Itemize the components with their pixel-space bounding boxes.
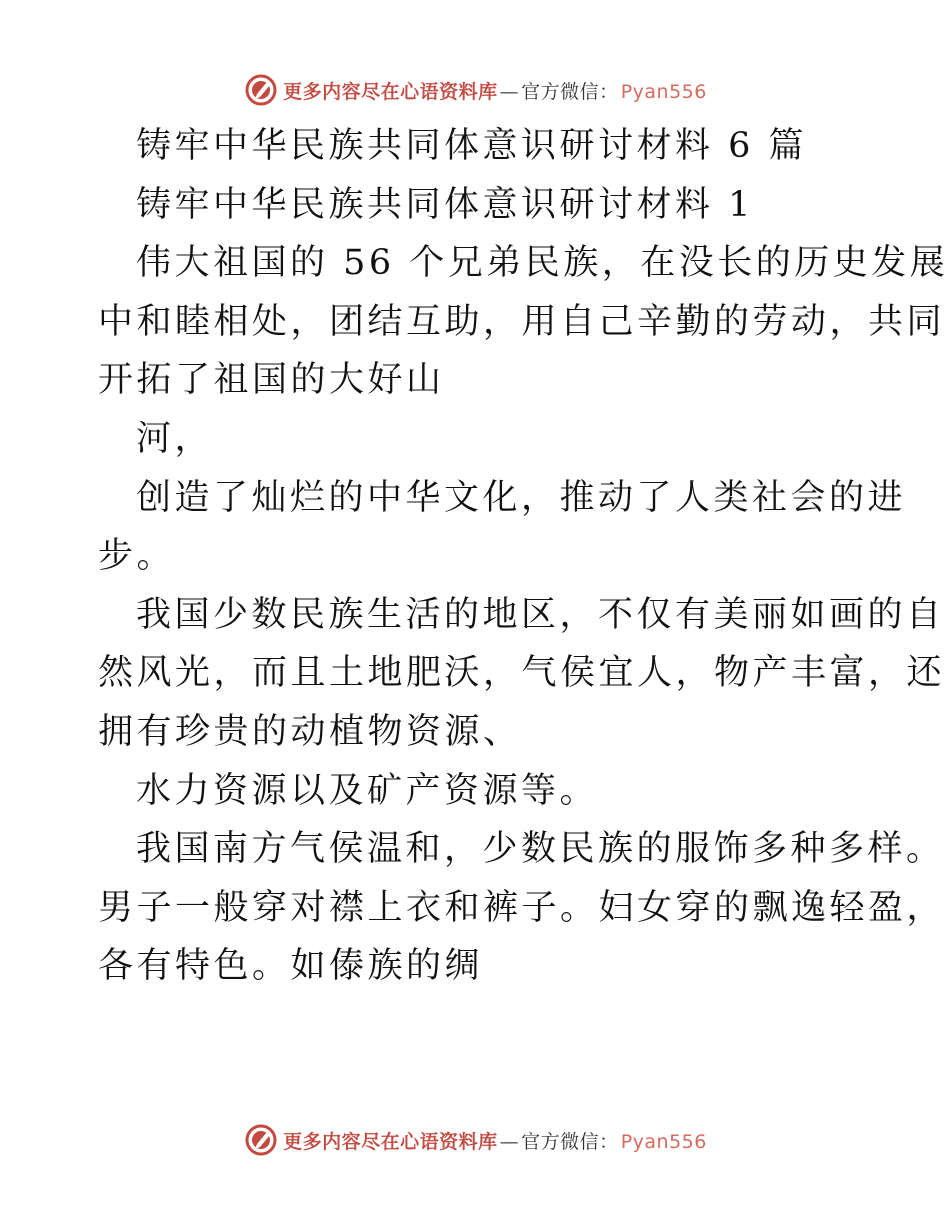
text-line: 各有特色。如傣族的绸 <box>98 946 484 987</box>
banner-text <box>283 1127 707 1154</box>
banner-text <box>283 77 707 104</box>
text-line: 我国少数民族生活的地区，不仅有美丽如画的自 <box>136 594 945 635</box>
banner-site-text: 更多内容尽在心语资料库 <box>283 80 498 103</box>
banner-wechat-id: Pyan556 <box>620 80 707 103</box>
banner-dash: — <box>499 1130 520 1153</box>
document-body <box>98 117 949 996</box>
banner-inner <box>243 1122 707 1158</box>
text-line: 然风光，而且土地肥沃，气侯宜人，物产丰富，还 <box>98 653 946 694</box>
text-line: 开拓了祖国的大好山 <box>98 360 445 401</box>
header-banner <box>0 70 950 110</box>
text-line: 步。 <box>98 536 176 577</box>
banner-inner <box>243 72 707 108</box>
text-line: 我国南方气侯温和，少数民族的服饰多种多样。 <box>136 829 945 870</box>
pen-logo-icon <box>243 72 279 108</box>
text-line: 伟大祖国的 56 个兄弟民族，在没长的历史发展 <box>136 243 949 284</box>
banner-dash: — <box>499 80 520 103</box>
footer-banner <box>0 1120 950 1160</box>
text-line: 拥有珍贵的动植物资源、 <box>98 711 522 752</box>
banner-wechat-label: 官方微信： <box>521 80 619 103</box>
text-line: 铸牢中华民族共同体意识研讨材料 1 <box>136 184 754 225</box>
text-line: 男子一般穿对襟上衣和裤子。妇女穿的飘逸轻盈， <box>98 887 946 928</box>
text-line: 创造了灿烂的中华文化，推动了人类社会的进 <box>136 477 907 518</box>
text-line: 铸牢中华民族共同体意识研讨材料 6 篇 <box>136 126 808 166</box>
text-line: 河， <box>136 418 214 459</box>
text-line: 水力资源以及矿产资源等。 <box>136 770 599 811</box>
banner-wechat-id: Pyan556 <box>620 1130 707 1153</box>
pen-logo-icon <box>243 1122 279 1158</box>
text-line: 中和睦相处，团结互助，用自己辛勤的劳动，共同 <box>98 301 946 342</box>
banner-site-text: 更多内容尽在心语资料库 <box>283 1130 498 1153</box>
banner-wechat-label: 官方微信： <box>521 1130 619 1153</box>
